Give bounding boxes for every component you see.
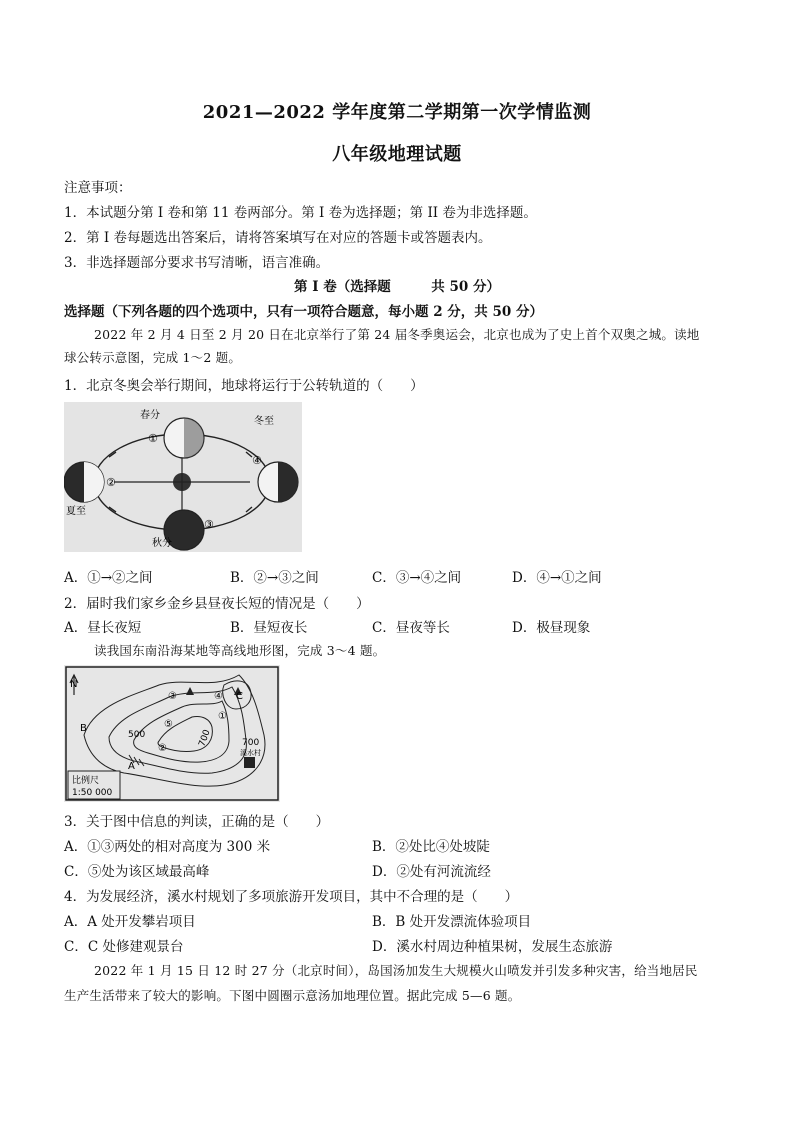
label-summer: 夏至 <box>66 506 86 517</box>
label-point-4: ④ <box>214 691 223 702</box>
exam-subtitle: 八年级地理试题 <box>332 144 462 165</box>
question-4-option-d: D．溪水村周边种植果树，发展生态旅游 <box>372 939 613 955</box>
passage-3-line-2: 生产生活带来了较大的影响。下图中圆圈示意汤加地理位置。据此完成 5—6 题。 <box>64 988 521 1003</box>
contour-map-figure <box>64 665 280 802</box>
village-icon <box>244 757 255 768</box>
question-1-stem: 1．北京冬奥会举行期间，地球将运行于公转轨道的（ ） <box>64 378 424 394</box>
label-point-2: ② <box>158 743 167 754</box>
question-2-option-d: D．极昼现象 <box>512 620 591 636</box>
label-a: A <box>128 761 135 772</box>
exam-title: 2021—2022 学年度第二学期第一次学情监测 <box>202 102 592 123</box>
label-point-3: ③ <box>168 691 177 702</box>
label-c: C <box>236 691 243 702</box>
question-2-stem: 2．届时我们家乡金乡县昼夜长短的情况是（ ） <box>64 596 370 612</box>
label-point-1: ① <box>218 711 227 722</box>
label-b: B <box>80 723 87 734</box>
earth-revolution-figure <box>64 402 302 552</box>
question-4-option-c: C．C 处修建观景台 <box>64 939 184 955</box>
notes-heading: 注意事项： <box>64 180 132 196</box>
question-4-option-b: B．B 处开发漂流体验项目 <box>372 914 532 930</box>
label-contour-700b: 700 <box>242 738 260 748</box>
question-1-option-d: D．④→①之间 <box>512 570 602 586</box>
label-spring: 春分 <box>140 410 160 421</box>
question-2-option-c: C．昼夜等长 <box>372 620 450 636</box>
contour-map <box>64 665 280 802</box>
question-4-stem: 4．为发展经济，溪水村规划了多项旅游开发项目，其中不合理的是（ ） <box>64 889 519 905</box>
passage-1-line-2: 球公转示意图，完成 1～2 题。 <box>64 350 242 365</box>
passage-2-line-1: 读我国东南沿海某地等高线地形图，完成 3～4 题。 <box>94 643 386 658</box>
question-3-option-a: A．①③两处的相对高度为 300 米 <box>64 839 271 855</box>
label-position-4: ④ <box>252 454 262 467</box>
note-item: 3．非选择题部分要求书写清晰，语言准确。 <box>64 255 330 271</box>
label-point-5: ⑤ <box>164 719 173 730</box>
note-item: 1．本试题分第 I 卷和第 11 卷两部分。第 I 卷为选择题；第 II 卷为非选择题。 <box>64 205 537 221</box>
question-2-option-b: B．昼短夜长 <box>230 620 308 636</box>
label-position-1: ① <box>148 432 158 445</box>
question-2-option-a: A．昼长夜短 <box>64 620 142 636</box>
section-instruction: 选择题（下列各题的四个选项中，只有一项符合题意，每小题 2 分，共 50 分） <box>64 304 543 320</box>
label-contour-500: 500 <box>128 730 146 740</box>
question-3-option-c: C．⑤处为该区域最高峰 <box>64 864 210 880</box>
question-1-option-c: C．③→④之间 <box>372 570 462 586</box>
label-position-2: ② <box>106 476 116 489</box>
label-autumn: 秋分 <box>152 538 172 549</box>
question-3-option-d: D．②处有河流流经 <box>372 864 491 880</box>
label-contour-700a: 700 <box>197 728 213 749</box>
question-1-option-b: B．②→③之间 <box>230 570 319 586</box>
question-1-option-a: A．①→②之间 <box>64 570 153 586</box>
label-scale-value: 1:50 000 <box>72 788 113 798</box>
section-title: 第 I 卷（选择题 共 50 分） <box>294 279 500 295</box>
label-scale-title: 比例尺 <box>72 776 100 786</box>
note-item: 2．第 I 卷每题选出答案后，请将答案填写在对应的答题卡或答题表内。 <box>64 230 492 246</box>
label-winter: 冬至 <box>254 416 274 427</box>
label-village: 溪水村 <box>240 749 261 757</box>
question-3-option-b: B．②处比④处坡陡 <box>372 839 490 855</box>
question-4-option-a: A．A 处开发攀岩项目 <box>64 914 196 930</box>
question-3-stem: 3．关于图中信息的判读，正确的是（ ） <box>64 814 330 830</box>
earth-revolution-diagram <box>64 402 302 552</box>
passage-3-line-1: 2022 年 1 月 15 日 12 时 27 分（北京时间），岛国汤加发生大规模火山喷发并引发多种灾害，给当地居民 <box>94 963 698 978</box>
label-north: N <box>70 679 78 690</box>
label-position-3: ③ <box>204 518 214 531</box>
passage-1-line-1: 2022 年 2 月 4 日至 2 月 20 日在北京举行了第 24 届冬季奥运会，北京也成为了史上首个双奥之城。读地 <box>94 327 700 342</box>
